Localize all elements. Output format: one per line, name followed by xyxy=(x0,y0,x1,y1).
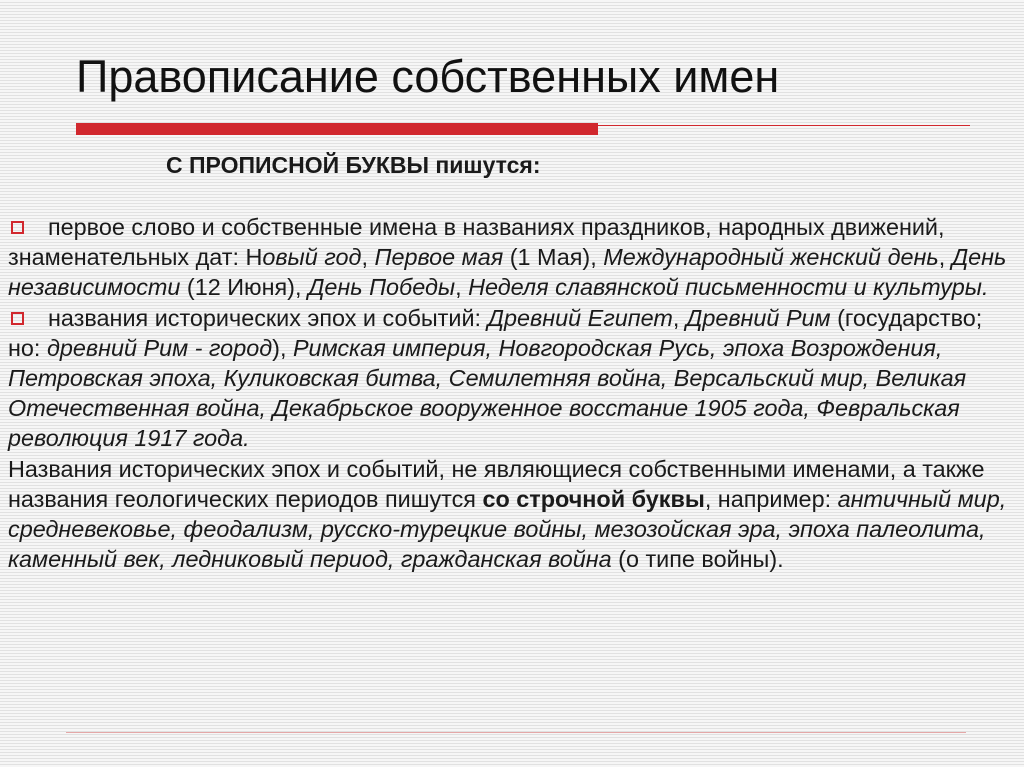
section-heading: С ПРОПИСНОЙ БУКВЫ пишутся: xyxy=(166,152,541,178)
example-text: Римская империя, Новгородская Русь, эпоха Возрождения, Петровская эпоха, Куликовская битва, Семилетняя война, Версальский мир, Великая Отечественная война, Декабрьское вооруженное восстание 1905 года, Февральская революция 1917 года. xyxy=(8,334,967,452)
example-text: Международный женский день xyxy=(603,244,939,271)
bullet-text: (1 Мая), xyxy=(503,244,604,271)
example-text: овый год xyxy=(262,244,362,271)
bullet-text: ), xyxy=(272,334,293,361)
bullet-text: первое слово и собственные имена в названиях праздников, народных движений, знаменательных дат: Н xyxy=(8,214,945,271)
emphasis-text: со строчной буквы xyxy=(482,485,705,512)
example-text: День Победы xyxy=(307,274,456,301)
title-accent-bar xyxy=(76,123,598,135)
slide-title: Правописание собственных имен xyxy=(76,51,780,102)
hollow-square-bullet-icon xyxy=(11,312,24,325)
note-text: , например: xyxy=(704,485,838,512)
slide-body xyxy=(8,212,1020,574)
example-text: День независимости xyxy=(8,244,1007,301)
note-text: (о типе войны). xyxy=(611,546,784,573)
bullet-item-holidays xyxy=(8,212,1020,303)
example-text: Первое мая xyxy=(374,244,504,271)
example-text: древний Рим - город xyxy=(46,334,273,361)
bullet-text: , xyxy=(455,274,469,301)
footer-divider xyxy=(66,732,966,733)
example-text: античный мир, средневековье, феодализм, русско-турецкие войны, мезозойская эра, эпоха палеолита, каменный век, ледниковый период, гражданская война xyxy=(8,485,1007,573)
hollow-square-bullet-icon xyxy=(11,221,24,234)
bullet-item-historical-events xyxy=(8,303,1020,454)
bullet-text: (государство; но: xyxy=(8,304,983,361)
example-text: Древний Египет xyxy=(487,304,673,331)
note-paragraph xyxy=(8,454,1020,575)
note-text: Названия исторических эпох и событий, не являющиеся собственными именами, а также названия геологических периодов пишутся xyxy=(8,455,985,512)
example-text: Неделя славянской письменности и культуры. xyxy=(468,274,989,301)
example-text: Древний Рим xyxy=(685,304,831,331)
bullet-text: , xyxy=(672,304,686,331)
bullet-text: названия исторических эпох и событий: xyxy=(48,304,488,331)
bullet-text: (12 Июня), xyxy=(180,274,308,301)
bullet-text: , xyxy=(938,244,952,271)
bullet-text: , xyxy=(361,244,375,271)
title-accent-line xyxy=(598,125,970,126)
